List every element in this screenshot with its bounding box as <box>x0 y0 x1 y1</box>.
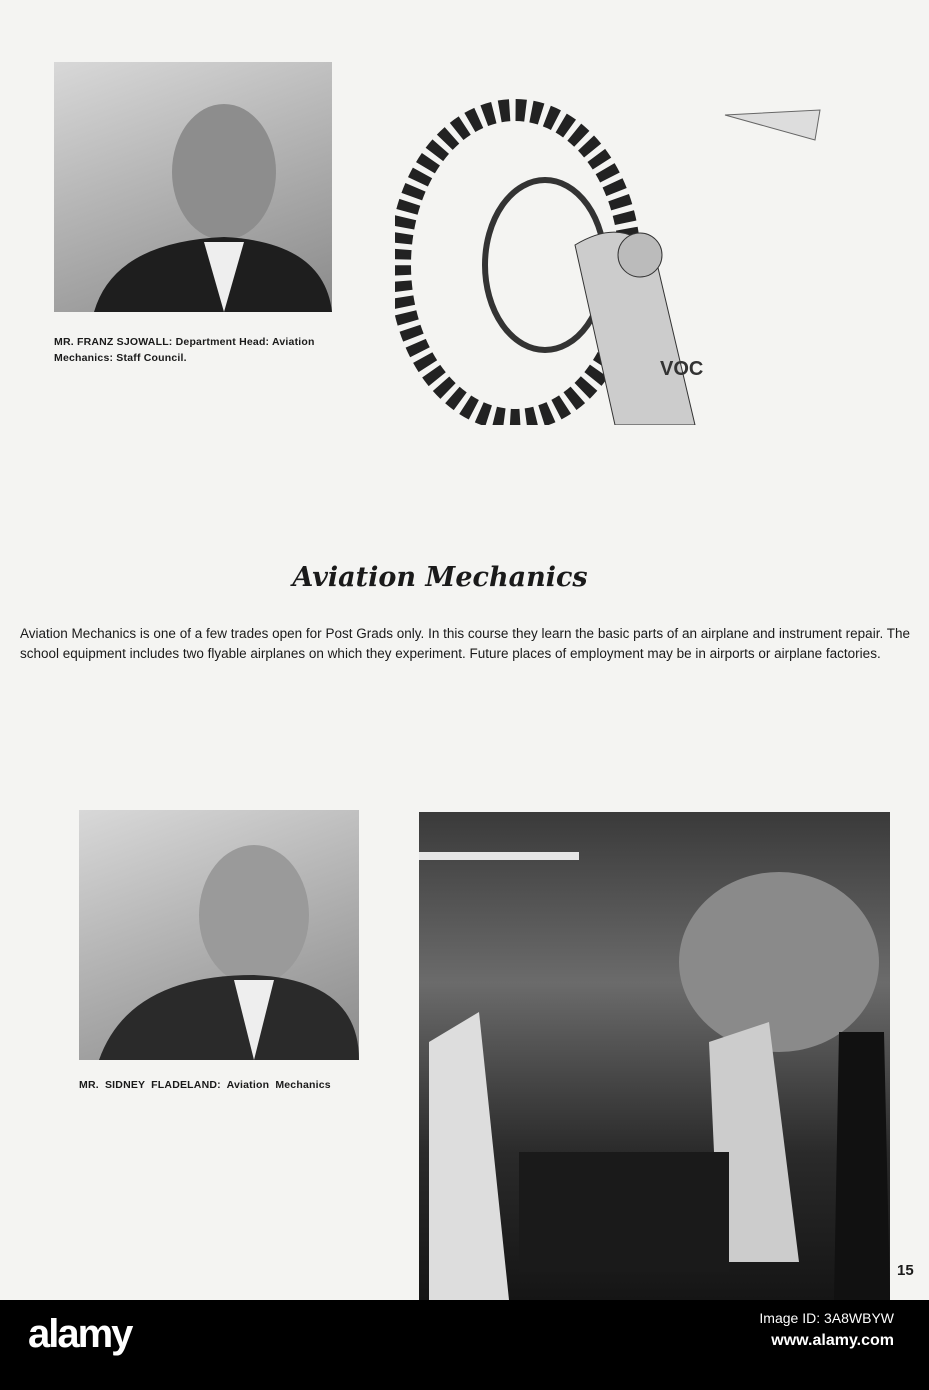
section-title: Aviation Mechanics <box>292 562 588 593</box>
alamy-logo: alamy <box>28 1312 132 1356</box>
alamy-url: www.alamy.com <box>771 1332 894 1349</box>
portrait-sidney-fladeland <box>79 810 359 1060</box>
page-number: 15 <box>897 1262 914 1279</box>
portrait-silhouette-icon <box>54 62 332 312</box>
engine-mechanic-illustration <box>395 95 825 425</box>
voc-label: VOC <box>660 358 704 380</box>
image-id: Image ID: 3A8WBYW <box>759 1310 894 1326</box>
portrait-silhouette-icon <box>79 810 359 1060</box>
caption-sidney-fladeland: MR. SIDNEY FLADELAND: Aviation Mechanics <box>79 1079 331 1091</box>
aviation-shop-photo <box>419 812 890 1300</box>
caption-franz-sjowall: MR. FRANZ SJOWALL: Department Head: Aviation Mechanics: Staff Council. <box>54 336 315 364</box>
section-body: Aviation Mechanics is one of a few trades open for Post Grads only. In this course they learn the basic parts of an airplane and instrument repair. The school equipment includes two flyable airplanes on which they experiment. Future places of employment may be in airports or airplane factories. <box>20 626 910 661</box>
watermark-bar <box>0 1300 929 1390</box>
portrait-franz-sjowall <box>54 62 332 312</box>
